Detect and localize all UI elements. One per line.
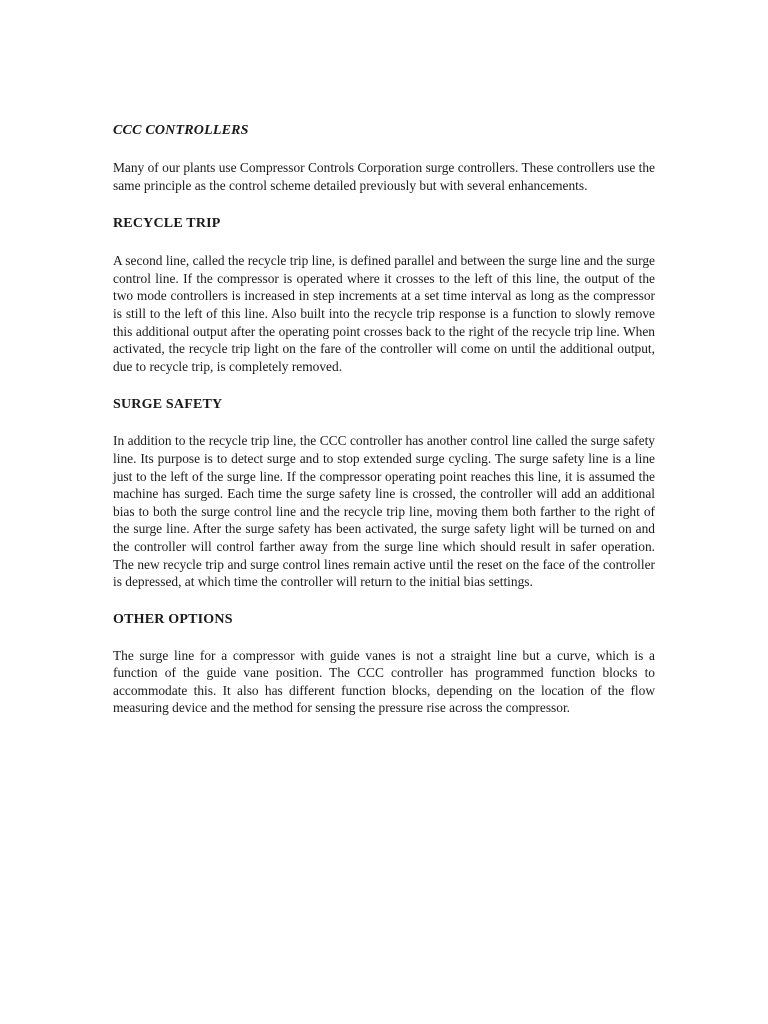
- section-body-surge-safety: In addition to the recycle trip line, the CCC controller has another control line called the surge safety line. Its purpose is to detect surge and to stop extended surge cycling. The surge safety line is a line just to the left of the surge line. If the compressor operating point reaches this line, it is assumed the machine has surged. Each time the surge safety line is crossed, the controller will add an additional bias to both the surge control line and the recycle trip line, moving them both farther to the right of the surge line. After the surge safety has been activated, the surge safety light will be turned on and the controller will control farther away from the surge line which should result in safer operation. The new recycle trip and surge control lines remain active until the reset on the face of the controller is depressed, at which time the controller will return to the initial bias settings.: [113, 433, 655, 590]
- section-body-other-options: The surge line for a compressor with guide vanes is not a straight line but a curve, which is a function of the guide vane position. The CCC controller has programmed function blocks to accommodate this. It also has different function blocks, depending on the location of the flow measuring device and the method for sensing the pressure rise across the compressor.: [113, 647, 655, 716]
- document-page: [113, 122, 655, 717]
- section-heading-other-options: OTHER OPTIONS: [113, 611, 233, 627]
- intro-paragraph: Many of our plants use Compressor Controls Corporation surge controllers. These controllers use the same principle as the control scheme detailed previously but with several enhancements.: [113, 160, 655, 193]
- document-title: CCC CONTROLLERS: [113, 123, 249, 138]
- section-heading-surge-safety: SURGE SAFETY: [113, 397, 223, 413]
- section-body-recycle-trip: A second line, called the recycle trip line, is defined parallel and between the surge line and the surge control line. If the compressor is operated where it crosses to the left of this line, the output of the two mode controllers is increased in step increments at a set time interval as long as the compressor is still to the left of this line. Also built into the recycle trip response is a function to slowly remove this additional output after the operating point crosses back to the right of the recycle trip line. When activated, the recycle trip light on the fare of the controller will come on until the additional output, due to recycle trip, is completely removed.: [113, 253, 655, 374]
- section-heading-recycle-trip: RECYCLE TRIP: [113, 216, 221, 232]
